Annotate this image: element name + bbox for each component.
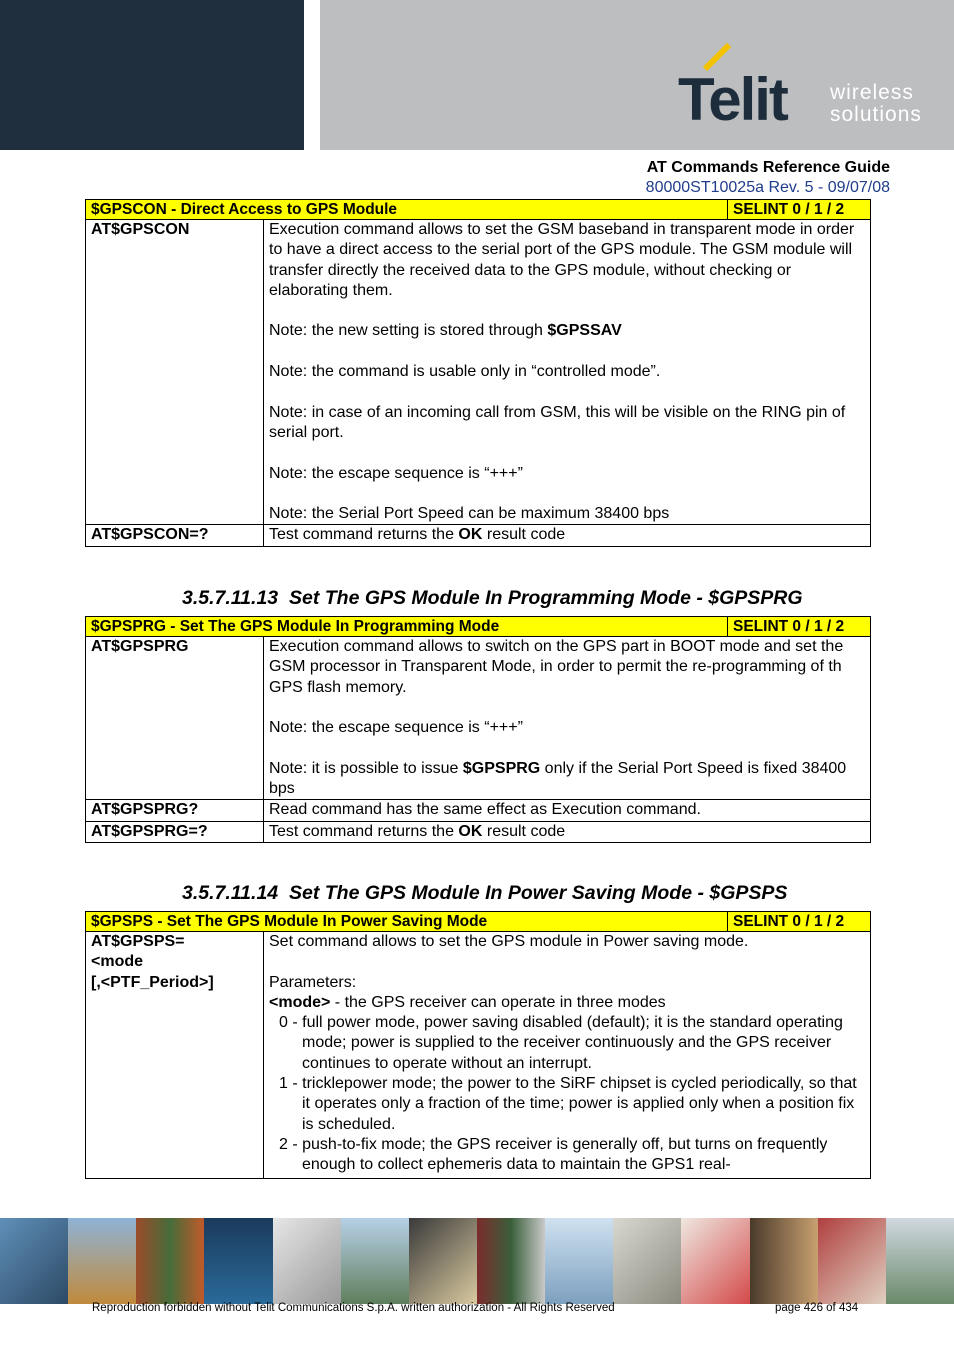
mode-option: 2 - push-to-fix mode; the GPS receiver is generally off, but turns on frequently enough to collect ephemeris data to maintain the GPS1 real-	[279, 1135, 828, 1174]
selint-badge: SELINT 0 / 1 / 2	[728, 200, 871, 220]
command-description: Test command returns the OK result code	[264, 821, 871, 842]
table-row	[86, 800, 871, 821]
mode-option: 1 - tricklepower mode; the power to the SiRF chipset is cycled periodically, so that it operates only a fraction of the time; power is applied only when a position fix is scheduled.	[279, 1075, 857, 1133]
header-dark-panel	[0, 0, 304, 150]
mode-option: 0 - full power mode, power saving disabled (default); it is the standard operating mode; power is supplied to the receiver continuously and the GPS receiver continues to operate without an interrupt.	[279, 1014, 843, 1072]
logo-wordmark: Telit	[678, 66, 787, 133]
command-name: AT$GPSCON=?	[86, 525, 264, 546]
section-heading: 3.5.7.11.13 Set The GPS Module In Programming Mode - $GPSPRG	[182, 587, 803, 609]
photo-tile	[341, 1218, 409, 1304]
command-name: AT$GPSPRG?	[86, 800, 264, 821]
table-title: $GPSPRG - Set The GPS Module In Programming Mode	[86, 617, 728, 637]
command-description: Read command has the same effect as Execution command.	[264, 800, 871, 821]
command-name	[86, 932, 264, 1179]
note-paragraph: Note: the Serial Port Speed can be maximum 38400 bps	[269, 505, 670, 523]
photo-tile	[750, 1218, 818, 1304]
note-paragraph: Note: the escape sequence is “+++”	[269, 464, 523, 482]
photo-tile	[886, 1218, 954, 1304]
selint-badge: SELINT 0 / 1 / 2	[728, 617, 871, 637]
command-description	[264, 932, 871, 1179]
section-heading: 3.5.7.11.14 Set The GPS Module In Power Saving Mode - $GPSPS	[182, 882, 788, 904]
gpsps-table	[85, 911, 871, 1179]
table-title: $GPSCON - Direct Access to GPS Module	[86, 200, 728, 220]
note-paragraph: Note: the escape sequence is “+++”	[269, 719, 523, 737]
copyright-notice: Reproduction forbidden without Telit Communications S.p.A. written authorization - All Rights Reserved	[92, 1302, 615, 1314]
command-description	[264, 637, 871, 800]
table-row	[86, 637, 871, 800]
table-row	[86, 525, 871, 546]
command-description: Test command returns the OK result code	[264, 525, 871, 546]
photo-tile	[477, 1218, 545, 1304]
photo-tile	[0, 1218, 68, 1304]
command-name: AT$GPSPRG=?	[86, 821, 264, 842]
note-paragraph: Note: the new setting is stored through $GPSSAV	[269, 322, 622, 340]
doc-title: AT Commands Reference Guide	[646, 159, 890, 176]
table-header-row	[86, 200, 871, 220]
page-number: page 426 of 434	[775, 1302, 859, 1314]
logo-tagline-line1: wireless	[830, 81, 914, 104]
logo-tagline-line2: solutions	[830, 103, 922, 126]
command-line: <mode	[91, 953, 144, 971]
table-row	[86, 932, 871, 1179]
gpsprg-table	[85, 616, 871, 843]
photo-tile	[409, 1218, 477, 1304]
command-name: AT$GPSPRG	[86, 637, 264, 800]
description-paragraph: Set command allows to set the GPS module in Power saving mode.	[269, 933, 749, 950]
note-paragraph: Note: in case of an incoming call from GSM, this will be visible on the RING pin of serial port.	[269, 403, 846, 441]
photo-tile	[136, 1218, 204, 1304]
gpscon-table	[85, 199, 871, 547]
table-row	[86, 220, 871, 525]
table-header-row	[86, 617, 871, 637]
table-row	[86, 821, 871, 842]
photo-tile	[68, 1218, 136, 1304]
table-title: $GPSPS - Set The GPS Module In Power Saving Mode	[86, 912, 728, 932]
command-line: [,<PTF_Period>]	[91, 973, 214, 991]
telit-logo	[678, 52, 928, 132]
command-line: AT$GPSPS=	[91, 933, 185, 950]
parameters-label: Parameters:	[269, 973, 357, 991]
photo-tile	[273, 1218, 341, 1304]
table-header-row	[86, 912, 871, 932]
parameter-mode: <mode> - the GPS receiver can operate in three modes	[269, 993, 666, 1011]
selint-badge: SELINT 0 / 1 / 2	[728, 912, 871, 932]
note-paragraph: Note: it is possible to issue $GPSPRG only if the Serial Port Speed is fixed 38400 bps	[269, 759, 847, 798]
photo-tile	[818, 1218, 886, 1304]
photo-tile	[545, 1218, 613, 1304]
description-paragraph: Execution command allows to set the GSM baseband in transparent mode in order to have a direct access to the serial port of the GPS module. The GSM module will transfer directly the received data to the GPS module, without checking or elaborating them.	[269, 221, 855, 299]
description-paragraph: Execution command allows to switch on the GPS part in BOOT mode and set the GSM processor in Transparent Mode, in order to permit the re-programming of th GPS flash memory.	[269, 638, 844, 696]
command-description	[264, 220, 871, 525]
photo-tile	[681, 1218, 749, 1304]
logo-tagline	[830, 82, 922, 126]
doc-revision: 80000ST10025a Rev. 5 - 09/07/08	[645, 179, 890, 196]
photo-tile	[613, 1218, 681, 1304]
photo-tile	[204, 1218, 272, 1304]
note-paragraph: Note: the command is usable only in “controlled mode”.	[269, 363, 661, 381]
footer-photo-strip	[0, 1218, 954, 1304]
command-name: AT$GPSCON	[86, 220, 264, 525]
